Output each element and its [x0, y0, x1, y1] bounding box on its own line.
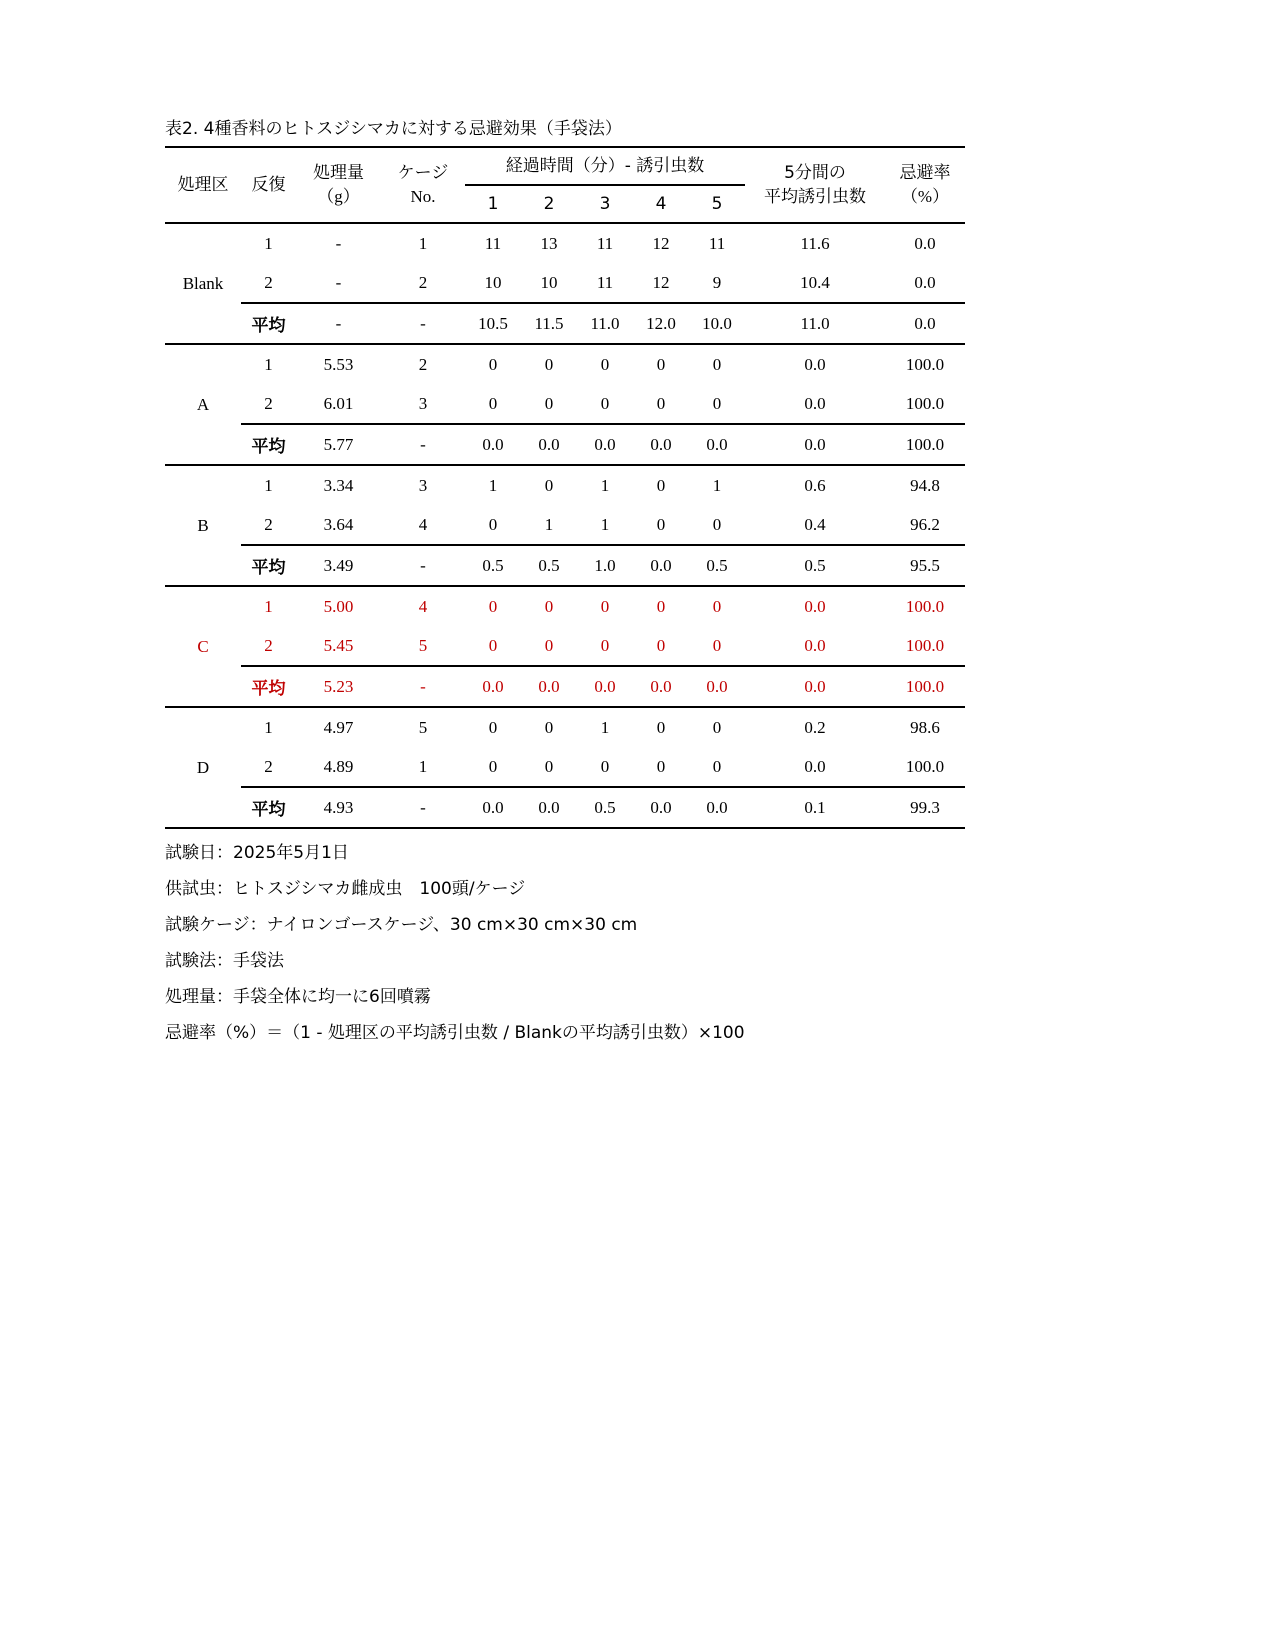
- group-b: [165, 465, 965, 586]
- cell-count: 10: [521, 263, 577, 303]
- cell-rate: 94.8: [910, 475, 940, 495]
- header-cage-no: No.: [410, 187, 436, 206]
- cell-rate: 99.3: [885, 787, 965, 828]
- cell-count: 0.0: [577, 666, 633, 707]
- cell-cage: 4: [381, 505, 465, 545]
- cell-count: 0: [544, 717, 554, 737]
- cell-count: 0: [465, 384, 521, 424]
- cell-rep: 1: [264, 717, 273, 737]
- cell-avg: 0.1: [745, 787, 885, 828]
- group-name: A: [165, 344, 241, 465]
- cell-amount: 3.34: [323, 475, 354, 495]
- table-row: [165, 344, 965, 384]
- cell-rep: 2: [241, 505, 296, 545]
- group-name: Blank: [165, 223, 241, 344]
- header-cage-label: ケージ: [397, 163, 449, 183]
- cell-avg: 0.0: [745, 424, 885, 465]
- cell-count: 0: [488, 717, 498, 737]
- group-name: D: [165, 707, 241, 828]
- cell-count: 0: [544, 596, 554, 616]
- cell-count: 0: [521, 384, 577, 424]
- cell-count: 0: [521, 747, 577, 787]
- cell-count: 0: [521, 626, 577, 666]
- cell-avg: 11.0: [745, 303, 885, 344]
- header-minute: 2: [543, 194, 555, 214]
- cell-count: 0.0: [633, 787, 689, 828]
- cell-cage: 3: [381, 384, 465, 424]
- cell-count: 0.0: [521, 666, 577, 707]
- cell-count: 0.0: [521, 787, 577, 828]
- cell-rep: 1: [264, 475, 273, 495]
- cell-count: 0: [689, 505, 745, 545]
- cell-avg: 0.0: [804, 596, 826, 616]
- cell-avg: 0.0: [804, 354, 826, 374]
- header-minute: 5: [711, 194, 723, 214]
- cell-count: 0.0: [633, 666, 689, 707]
- cell-count: 1: [600, 717, 610, 737]
- cell-amount: -: [296, 303, 381, 344]
- cell-count: 13: [540, 233, 558, 253]
- table-row: [165, 223, 965, 263]
- table-row: [165, 747, 965, 787]
- group-d: [165, 707, 965, 828]
- cell-count: 0: [656, 475, 666, 495]
- cell-avg: 0.5: [745, 545, 885, 586]
- cell-count: 0: [465, 747, 521, 787]
- header-rep: 反復: [251, 175, 286, 195]
- cell-amount: 3.64: [296, 505, 381, 545]
- cell-amount: 3.49: [296, 545, 381, 586]
- group-c: [165, 586, 965, 707]
- cell-cage: -: [381, 424, 465, 465]
- cell-count: 12.0: [633, 303, 689, 344]
- note-test-method: 試験法：手袋法: [165, 951, 284, 971]
- cell-count: 0.5: [521, 545, 577, 586]
- cell-rep: 2: [241, 626, 296, 666]
- cell-rate: 100.0: [905, 354, 945, 374]
- header-cage: [381, 147, 465, 223]
- cell-amount: 6.01: [296, 384, 381, 424]
- cell-avg: 11.6: [800, 233, 830, 253]
- cell-count: 0: [656, 717, 666, 737]
- cell-count: 0: [656, 354, 666, 374]
- cell-cage: -: [381, 303, 465, 344]
- table-row: [165, 626, 965, 666]
- cell-avg: 0.2: [804, 717, 826, 737]
- cell-rate: 100.0: [885, 666, 965, 707]
- cell-rep: 平均: [241, 666, 296, 707]
- cell-count: 0: [577, 747, 633, 787]
- header-amount: [296, 147, 381, 223]
- table-row: [165, 666, 965, 707]
- cell-count: 0: [712, 596, 722, 616]
- cell-count: 11.5: [521, 303, 577, 344]
- cell-count: 0: [465, 626, 521, 666]
- cell-amount: -: [296, 263, 381, 303]
- cell-cage: -: [381, 787, 465, 828]
- notes: [165, 835, 965, 1051]
- cell-count: 9: [689, 263, 745, 303]
- header-avg-line2: 平均誘引虫数: [764, 187, 867, 207]
- cell-count: 0: [577, 384, 633, 424]
- cell-count: 0.0: [521, 424, 577, 465]
- cell-count: 1: [488, 475, 498, 495]
- cell-cage: 3: [418, 475, 428, 495]
- cell-rate: 0.0: [885, 263, 965, 303]
- document: [165, 112, 965, 1051]
- table-row: [165, 384, 965, 424]
- cell-count: 0: [577, 626, 633, 666]
- cell-amount: 5.53: [323, 354, 354, 374]
- cell-count: 1: [600, 475, 610, 495]
- cell-count: 11.0: [577, 303, 633, 344]
- cell-avg: 0.0: [745, 666, 885, 707]
- cell-amount: 5.23: [296, 666, 381, 707]
- group-name: B: [165, 465, 241, 586]
- table-row: [165, 465, 965, 505]
- header-rate-unit: （%）: [900, 187, 950, 206]
- cell-count: 0: [633, 747, 689, 787]
- cell-count: 0.0: [465, 424, 521, 465]
- cell-amount: 5.77: [296, 424, 381, 465]
- cell-count: 0: [544, 475, 554, 495]
- cell-count: 0.0: [577, 424, 633, 465]
- cell-amount: 4.89: [296, 747, 381, 787]
- cell-count: 0: [689, 384, 745, 424]
- header-avg-line1: 5分間の: [784, 163, 846, 183]
- header-amount-label: 処理量: [313, 163, 364, 183]
- cell-cage: -: [381, 545, 465, 586]
- cell-count: 0.5: [689, 545, 745, 586]
- table-row: [165, 787, 965, 828]
- cell-count: 0: [600, 354, 610, 374]
- cell-amount: 4.97: [323, 717, 354, 737]
- cell-count: 0.5: [577, 787, 633, 828]
- table-row: [165, 545, 965, 586]
- cell-cage: 2: [381, 263, 465, 303]
- cell-count: 1.0: [577, 545, 633, 586]
- note-test-date: 試験日：2025年5月1日: [165, 843, 349, 863]
- cell-count: 0.0: [465, 787, 521, 828]
- table-row: [165, 303, 965, 344]
- cell-count: 0: [633, 505, 689, 545]
- cell-rep: 平均: [241, 303, 296, 344]
- cell-count: 0.0: [689, 666, 745, 707]
- cell-count: 0: [600, 596, 610, 616]
- cell-cage: 2: [418, 354, 428, 374]
- cell-rate: 0.0: [914, 233, 936, 253]
- header-avg: [745, 147, 885, 223]
- table-row: [165, 505, 965, 545]
- header-amount-unit: （g）: [317, 187, 360, 206]
- group-a: [165, 344, 965, 465]
- cell-rate: 96.2: [885, 505, 965, 545]
- cell-count: 0.0: [633, 424, 689, 465]
- cell-count: 0.5: [465, 545, 521, 586]
- cell-count: 0: [488, 354, 498, 374]
- cell-amount: 4.93: [296, 787, 381, 828]
- cell-count: 0.0: [689, 787, 745, 828]
- cell-count: 0: [488, 596, 498, 616]
- cell-count: 11: [484, 233, 502, 253]
- header-minute: 3: [599, 194, 611, 214]
- group-name: C: [165, 586, 241, 707]
- header-minute: 4: [655, 194, 667, 214]
- cell-count: 1: [577, 505, 633, 545]
- cell-count: 11: [596, 233, 614, 253]
- header-rate-label: 忌避率: [899, 163, 951, 183]
- table-row: [165, 263, 965, 303]
- cell-cage: 1: [418, 233, 428, 253]
- cell-cage: 4: [418, 596, 428, 616]
- cell-avg: 0.0: [745, 747, 885, 787]
- cell-count: 11: [577, 263, 633, 303]
- cell-count: 0.0: [689, 424, 745, 465]
- cell-rate: 100.0: [905, 596, 945, 616]
- group-blank: [165, 223, 965, 344]
- cell-count: 12: [652, 233, 670, 253]
- cell-count: 10.0: [689, 303, 745, 344]
- cell-rate: 100.0: [885, 747, 965, 787]
- cell-count: 0: [712, 354, 722, 374]
- cell-rep: 1: [264, 354, 273, 374]
- cell-rep: 平均: [241, 424, 296, 465]
- cell-cage: 5: [418, 717, 428, 737]
- table-row: [165, 707, 965, 747]
- cell-count: 0: [544, 354, 554, 374]
- cell-count: 10.5: [465, 303, 521, 344]
- header-elapsed: 経過時間（分）- 誘引虫数: [465, 147, 745, 185]
- cell-count: 0.0: [465, 666, 521, 707]
- cell-rep: 2: [241, 384, 296, 424]
- cell-count: 0.0: [633, 545, 689, 586]
- cell-rep: 平均: [241, 787, 296, 828]
- cell-avg: 0.6: [804, 475, 826, 495]
- cell-cage: 5: [381, 626, 465, 666]
- table-caption: 表2. 4種香料のヒトスジシマカに対する忌避効果（手袋法）: [165, 119, 622, 139]
- cell-count: 10: [465, 263, 521, 303]
- cell-cage: 1: [381, 747, 465, 787]
- cell-rep: 2: [241, 263, 296, 303]
- cell-count: 0: [633, 384, 689, 424]
- cell-avg: 0.0: [745, 384, 885, 424]
- cell-amount: 5.45: [296, 626, 381, 666]
- cell-avg: 0.4: [745, 505, 885, 545]
- cell-count: 0: [712, 717, 722, 737]
- cell-count: 11: [708, 233, 726, 253]
- header-minute: 1: [487, 194, 499, 214]
- cell-rate: 98.6: [910, 717, 940, 737]
- repellency-table: [165, 146, 965, 829]
- cell-count: 0: [633, 626, 689, 666]
- note-test-insect: 供試虫：ヒトスジシマカ雌成虫 100頭/ケージ: [165, 879, 526, 899]
- cell-amount: -: [335, 233, 342, 253]
- cell-rep: 1: [264, 596, 273, 616]
- note-formula: 忌避率（%）＝（1 - 処理区の平均誘引虫数 / Blankの平均誘引虫数）×100: [165, 1023, 745, 1043]
- header-group: 処理区: [177, 175, 229, 195]
- note-treatment: 処理量：手袋全体に均一に6回噴霧: [165, 987, 431, 1007]
- cell-count: 0: [465, 505, 521, 545]
- cell-count: 1: [712, 475, 722, 495]
- cell-rate: 100.0: [885, 424, 965, 465]
- cell-rep: 1: [264, 233, 273, 253]
- cell-avg: 0.0: [745, 626, 885, 666]
- cell-avg: 10.4: [745, 263, 885, 303]
- cell-rate: 100.0: [885, 384, 965, 424]
- cell-cage: -: [381, 666, 465, 707]
- cell-rate: 95.5: [885, 545, 965, 586]
- cell-rep: 平均: [241, 545, 296, 586]
- cell-count: 1: [521, 505, 577, 545]
- note-test-cage: 試験ケージ：ナイロンゴースケージ、30 cm×30 cm×30 cm: [165, 915, 638, 935]
- cell-count: 12: [633, 263, 689, 303]
- cell-rep: 2: [241, 747, 296, 787]
- header-rate: [885, 147, 965, 223]
- cell-count: 0: [689, 626, 745, 666]
- cell-rate: 0.0: [885, 303, 965, 344]
- cell-rate: 100.0: [885, 626, 965, 666]
- cell-amount: 5.00: [323, 596, 354, 616]
- cell-count: 0: [656, 596, 666, 616]
- table-row: [165, 424, 965, 465]
- table-row: [165, 586, 965, 626]
- cell-count: 0: [689, 747, 745, 787]
